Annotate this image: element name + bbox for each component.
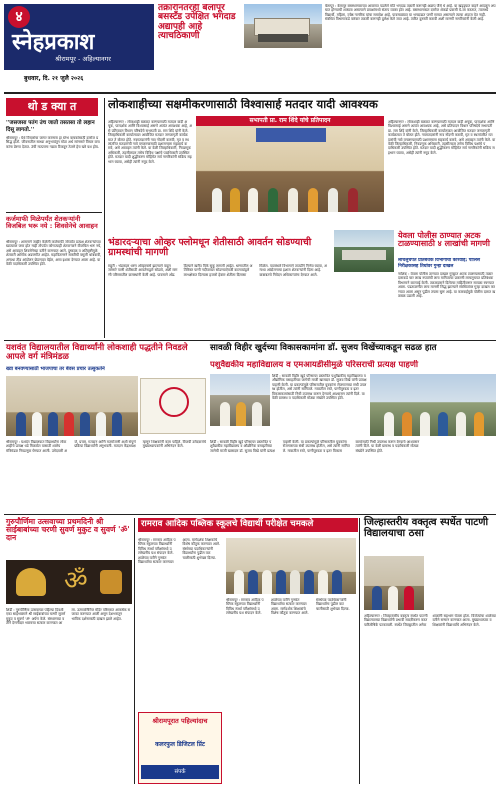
- thought-quote: ''जसजसा पतंग उंच जातो तसतसा तो लहान दिसू लागतो.'': [6, 120, 95, 133]
- dateline: बुधवार, दि. २१ जुलै २०२६: [24, 75, 84, 82]
- bhandardara-body: राहुरी : भंडारदरा धरण ओव्हरफ्लो झाल्याने वाहून जाणारे पाणी शेतीसाठी आवर्तनाद्वारे सोडावे, अशी मागणी परिसरातील ग्रामस्थांनी केली आहे. पावसाने ओढ दिल्याने खरीप पिके सुकू लागली आहेत. धरणातील अतिरिक्त पाणी नदीपात्रात सोडण्याऐवजी कालव्यांद्वारे लाभक्षेत्रात दिल्यास हजारो हेक्टर शेतीला दिलासा मिळेल. पाटबंधारे विभागाने तातडीने निर्णय घ्यावा, अन्यथा आंदोलनाचा इशारा शेतकऱ्यांनी दिला आहे. याबाबतचे निवेदन अधिकाऱ्यांना देण्यात आले.: [108, 264, 327, 277]
- police-body: नाशिक : येवला पोलीस ठाण्यात दाखल गुन्ह्यात अटक टाळण्यासाठी तक्रारदाराकडे चार लाख रुपयांची लाच मागितल्या प्रकरणी लाचलुचपत प्रतिबंधक विभागाने कारवाई केली. तक्रारदाराने दिलेल्या माहितीवरून सापळा रचण्यात आला. पडताळणीत लाच मागणी सिद्ध झाल्याने संबंधितांवर गुन्हा दाखल करण्यात आला असून पुढील तपास सुरू आहे. या कारवाईमुळे पोलीस दलात खळबळ उडाली आहे.: [398, 272, 496, 299]
- police-headline: येवला पोलीस ठाण्यात अटक टाळण्यासाठी ४ लाखांची मागणी: [398, 231, 490, 249]
- debate-headline: जिल्हास्तरीय वक्तृत्व स्पर्धेत पाटणी विद्यालयाचा ठसा: [364, 517, 489, 539]
- teaser-photo: [244, 4, 322, 48]
- thought-body: श्रीरामपूर : येथे विचारांचा जागर करणारा हा स्तंभ वाचकांसाठी दररोज प्रसिद्ध होतो. जीवनातील साध्या अनुभवांतून मोठा अर्थ सांगणारे विचार वाचकांना प्रेरणा देतात. उंची गाठताना नम्रता टिकवून ठेवणे हेच खरे यश होय.: [6, 136, 100, 149]
- guru-photo: ॐ: [6, 560, 132, 604]
- masthead-logo-block: [4, 4, 154, 70]
- school-subhead: ख्वा बनवण्यासाठी भाजपाचा तर बेवस प्रचार उत्सुकतेने: [6, 366, 105, 372]
- ad-subtitle: कलरफुल डिजिटल प्रिंट: [155, 741, 205, 748]
- vet-subhead: पशुवैद्यकीय महाविद्यालय व एमआयडीसीमुळे परिसराची प्रत्यक्ष पाहणी: [210, 360, 419, 369]
- section-rule-2: [4, 514, 496, 515]
- teaser-headline: तक्रारीनंतरही बेलापूर बसस्टँड उपेक्षित भगदाड अद्यापही आहे त्याचठिकाणी: [158, 4, 236, 42]
- ramrao-headline: रामराव आदिक पब्लिक स्कूलचे विद्यार्थी परीक्षेत चमकले: [138, 518, 358, 532]
- debate-body-side: [428, 556, 496, 610]
- school-logo: [140, 378, 206, 434]
- debate-body: अहिल्यानगर : जिल्हास्तरीय वक्तृत्व स्पर्धेत पाटणी विद्यालयाच्या विद्यार्थ्यांनी प्रभावी सादरीकरण करत पारितोषिके पटकावली. स्पर्धेत जिल्ह्यातील अनेक शाळांनी सहभाग घेतला होता. विजेत्यांचा शाळेच्या वतीने सन्मान करण्यात आला. मुख्याध्यापक व शिक्षकांनी विद्यार्थ्यांचे अभिनंदन केले.: [364, 614, 496, 627]
- masthead-rule: [4, 92, 496, 94]
- thought-sub-body: श्रीरामपूर : शासनाने जाहीर केलेली कर्जमाफी जोपर्यंत प्रत्यक्ष शेतकऱ्यांच्या खात्यावर जमा होत नाही तोपर्यंत कोणत्याही शेतकऱ्याने वीजबिल भरू नये, असे आवाहन शिवसेनेच्या वतीने करण्यात आले. दुष्काळ व अतिवृष्टीमुळे शेतकरी आर्थिक अडचणीत आहेत. महावितरणने सक्तीची वसुली थांबवावी, अन्यथा तीव्र आंदोलन छेडण्यात येईल, असा इशारा देण्यात आला आहे. या वेळी पदाधिकारी उपस्थित होते.: [6, 240, 102, 267]
- lead-caption-band: सभापती प्रा. राम शिंदे यांचे प्रतिपादन: [196, 116, 384, 126]
- bhandardara-headline: भंडारदऱ्याचा ओव्हर फ्लोमधून शेतीसाठी आवर्तन सोडण्याची ग्रामस्थांची मागणी: [108, 237, 312, 258]
- vet-headline: सावळी विहीर खुर्दच्या विकासकामांना डॉ. सुजय विखेंच्याकडून सढळ हात: [210, 343, 437, 353]
- school-body: श्रीरामपूर : यशवंत विद्यालयात विद्यार्थ्यांना लोकशाहीचे प्रत्यक्ष धडे मिळावेत यासाठी शालेय मंत्रिमंडळ निवडणूक घेण्यात आली. उमेदवारी अर्ज, प्रचार, मतदान आणि मतमोजणी अशी संपूर्ण प्रक्रिया विद्यार्थ्यांनी अनुभवली. मतदान केंद्राध्यक्ष म्हणून शिक्षकांनी काम पाहिले. विजयी उमेदवारांचे मुख्याध्यापकांनी अभिनंदन केले.: [6, 440, 206, 453]
- ramrao-body-left: श्रीरामपूर : रामराव आदिक पब्लिक स्कूलच्या विद्यार्थ्यांनी विविध स्पर्धा परीक्षांमध्ये उल्लेखनीय यश संपादन केले. शाळेच्या वतीने गुणवंत विद्यार्थ्यांचा सत्कार करण्यात आला. मार्गदर्शक शिक्षकांचे विशेष कौतुक करण्यात आले. संस्थेच्या पदाधिकाऱ्यांनी विद्यार्थ्यांना पुढील वाटचालीसाठी शुभेच्छा दिल्या.: [138, 538, 221, 565]
- debate-photo: [364, 556, 424, 610]
- lead-body-right: अहिल्यानगर : लोकशाही बळकट करण्यासाठी मतदार यादी अचूक, पारदर्शक आणि विश्वासार्ह असणे अत्यंत आवश्यक आहे, असे प्रतिपादन विधान परिषदेचे सभापती प्रा. राम शिंदे यांनी केले. जिल्हाधिकारी कार्यालयात आयोजित मतदार जनजागृती कार्यक्रमात ते बोलत होते. नवमतदारांनी नाव नोंदणी करावी, मृत व स्थलांतरित मतदारांची नावे वगळण्यासाठी प्रशासनाला सहकार्य करावे, असे आवाहन त्यांनी केले. या वेळी जिल्हाधिकारी, निवडणूक अधिकारी, तहसीलदार तसेच विविध पक्षांचे पदाधिकारी उपस्थित होते. मतदार यादी शुद्धीकरण मोहिमेत सर्व नागरिकांनी सक्रिय सहभाग घ्यावा, असेही त्यांनी नमूद केले.: [388, 120, 496, 155]
- section-rule-1: [4, 340, 496, 341]
- bhandardara-body-side: [334, 274, 394, 336]
- ad-box: [138, 712, 222, 784]
- ramrao-body: श्रीरामपूर : रामराव आदिक पब्लिक स्कूलच्या विद्यार्थ्यांनी विविध स्पर्धा परीक्षांमध्ये उल्लेखनीय यश संपादन केले. शाळेच्या वतीने गुणवंत विद्यार्थ्यांचा सत्कार करण्यात आला. मार्गदर्शक शिक्षकांचे विशेष कौतुक करण्यात आले. संस्थेच्या पदाधिकाऱ्यांनी विद्यार्थ्यांना पुढील वाटचालीसाठी शुभेच्छा दिल्या.: [226, 598, 350, 616]
- vet-body-left: शिर्डी : सावळी विहीर खुर्द परिसरात प्रस्तावित पशुवैद्यकीय महाविद्यालय व औद्योगिक वसाहतीच्या जागेची माजी खासदार डॉ. सुजय विखे यांनी प्रत्यक्ष पाहणी केली. या प्रकल्पांमुळे परिसरातील युवकांना रोजगाराच्या संधी उपलब्ध होतील, असे त्यांनी सांगितले. गावातील रस्ते, पाणीपुरवठा व इतर विकासकामांसाठी निधी उपलब्ध करून देण्याचे आश्वासन त्यांनी दिले. या वेळी ग्रामस्थ व पदाधिकारी मोठ्या संख्येने उपस्थित होते.: [272, 374, 367, 401]
- vet-photo-small: [210, 374, 270, 426]
- ad-phone: संपर्क: [141, 765, 219, 779]
- bhandardara-photo: [334, 230, 394, 272]
- col-divider-right: [359, 518, 360, 784]
- school-headline: यशवंत विद्यालयातील विद्यार्थ्यांनी लोकशाही पद्धतीने निवडले आपले वर्ग मंत्रिमंडळ: [6, 343, 188, 362]
- masthead: [4, 4, 496, 90]
- ad-title: श्रीरामपूरात पहिल्यांदाच: [152, 717, 208, 725]
- newspaper-name: स्नेहप्रकाश: [12, 30, 95, 55]
- lead-photo: [196, 120, 384, 212]
- vet-photo-large: [370, 374, 496, 436]
- vet-body: शिर्डी : सावळी विहीर खुर्द परिसरात प्रस्तावित पशुवैद्यकीय महाविद्यालय व औद्योगिक वसाहतीच्या जागेची माजी खासदार डॉ. सुजय विखे यांनी प्रत्यक्ष पाहणी केली. या प्रकल्पांमुळे परिसरातील युवकांना रोजगाराच्या संधी उपलब्ध होतील, असे त्यांनी सांगितले. गावातील रस्ते, पाणीपुरवठा व इतर विकासकामांसाठी निधी उपलब्ध करून देण्याचे आश्वासन त्यांनी दिले. या वेळी ग्रामस्थ व पदाधिकारी मोठ्या संख्येने उपस्थित होते.: [210, 440, 420, 453]
- ramrao-photo: [226, 538, 356, 594]
- lead-body-left: अहिल्यानगर : लोकशाही बळकट करण्यासाठी मतदार यादी अचूक, पारदर्शक आणि विश्वासार्ह असणे अत्यंत आवश्यक आहे, असे प्रतिपादन विधान परिषदेचे सभापती प्रा. राम शिंदे यांनी केले. जिल्हाधिकारी कार्यालयात आयोजित मतदार जनजागृती कार्यक्रमात ते बोलत होते. नवमतदारांनी नाव नोंदणी करावी, मृत व स्थलांतरित मतदारांची नावे वगळण्यासाठी प्रशासनाला सहकार्य करावे, असे आवाहन त्यांनी केले. या वेळी जिल्हाधिकारी, निवडणूक अधिकारी, तहसीलदार तसेच विविध पक्षांचे पदाधिकारी उपस्थित होते. मतदार यादी शुद्धीकरण मोहिमेत सर्व नागरिकांनी सक्रिय सहभाग घ्यावा, असेही त्यांनी नमूद केले.: [108, 120, 192, 164]
- police-subhead: लाचलुचपत प्रतिबंधक विभागाची कारवाई; पोलिस निरीक्षकासह तिघांवर गुन्हा दाखल: [398, 258, 480, 269]
- col-divider-left: [104, 98, 105, 338]
- teaser-body: बेलापूर : बेलापूर बसस्थानकाच्या आवारात पडलेले मोठे भगदाड तक्रारी करूनही अद्याप जैसे थे आहे. या खड्ड्यात वाहने आदळून अपघात होण्याची शक्यता असल्याने प्रवाशांमध्ये संताप व्यक्त होत आहे. बसस्थानकात दररोज शेकडो प्रवासी ये-जा करतात, त्यामध्ये विद्यार्थी, महिला, ज्येष्ठ नागरिक यांचा समावेश आहे. पावसाळ्यात या भगदाडात पाणी साचत असल्याने त्याचा अंदाज येत नाही. संबंधित विभागाकडे वारंवार तक्रारी करूनही दुर्लक्ष केले जात आहे. त्वरित दुरुस्ती करावी अशी मागणी नागरिकांनी केली आहे.: [325, 4, 496, 22]
- thought-label: थो ड क्या त: [6, 98, 98, 116]
- thought-sub-headline: कर्जमाफी मिळेपर्यंत शेतकऱ्यांनी विजबिल भरू नये : शिवसेनेचे आवाहन: [6, 215, 98, 230]
- issue-number: ४: [8, 6, 30, 28]
- teaser-body-cont: [244, 50, 322, 90]
- newspaper-place: श्रीरामपूर - अहिल्यानगर: [55, 55, 111, 63]
- guru-body: शिर्डी : गुरुपौर्णिमा उत्सवाच्या पहिल्या दिवशी एका साईभक्ताने श्री साईबाबांच्या चरणी सुवर्ण मुकुट व सुवर्ण 'ॐ' अर्पण केले. संस्थानच्या वतीने देणगीदार भक्ताचा सत्कार करण्यात आला. उत्सवानिमित्त मंदिर परिसरात आकर्षक सजावट करण्यात आली असून देशभरातून भाविक दर्शनासाठी दाखल झाले आहेत.: [6, 608, 131, 626]
- school-photo: [6, 376, 138, 436]
- thought-divider: [6, 212, 102, 213]
- guru-headline: गुरुपौर्णिमा उत्सवाच्या प्रथमदिनी श्री साईबाबांच्या चरणी सुवर्ण मुकुट व सुवर्ण 'ॐ' दान: [6, 517, 130, 542]
- col-divider-bottom: [134, 518, 135, 784]
- lead-headline: लोकशाहीच्या सक्षमीकरणासाठी विश्वासार्ह मतदार यादी आवश्यक: [108, 98, 378, 111]
